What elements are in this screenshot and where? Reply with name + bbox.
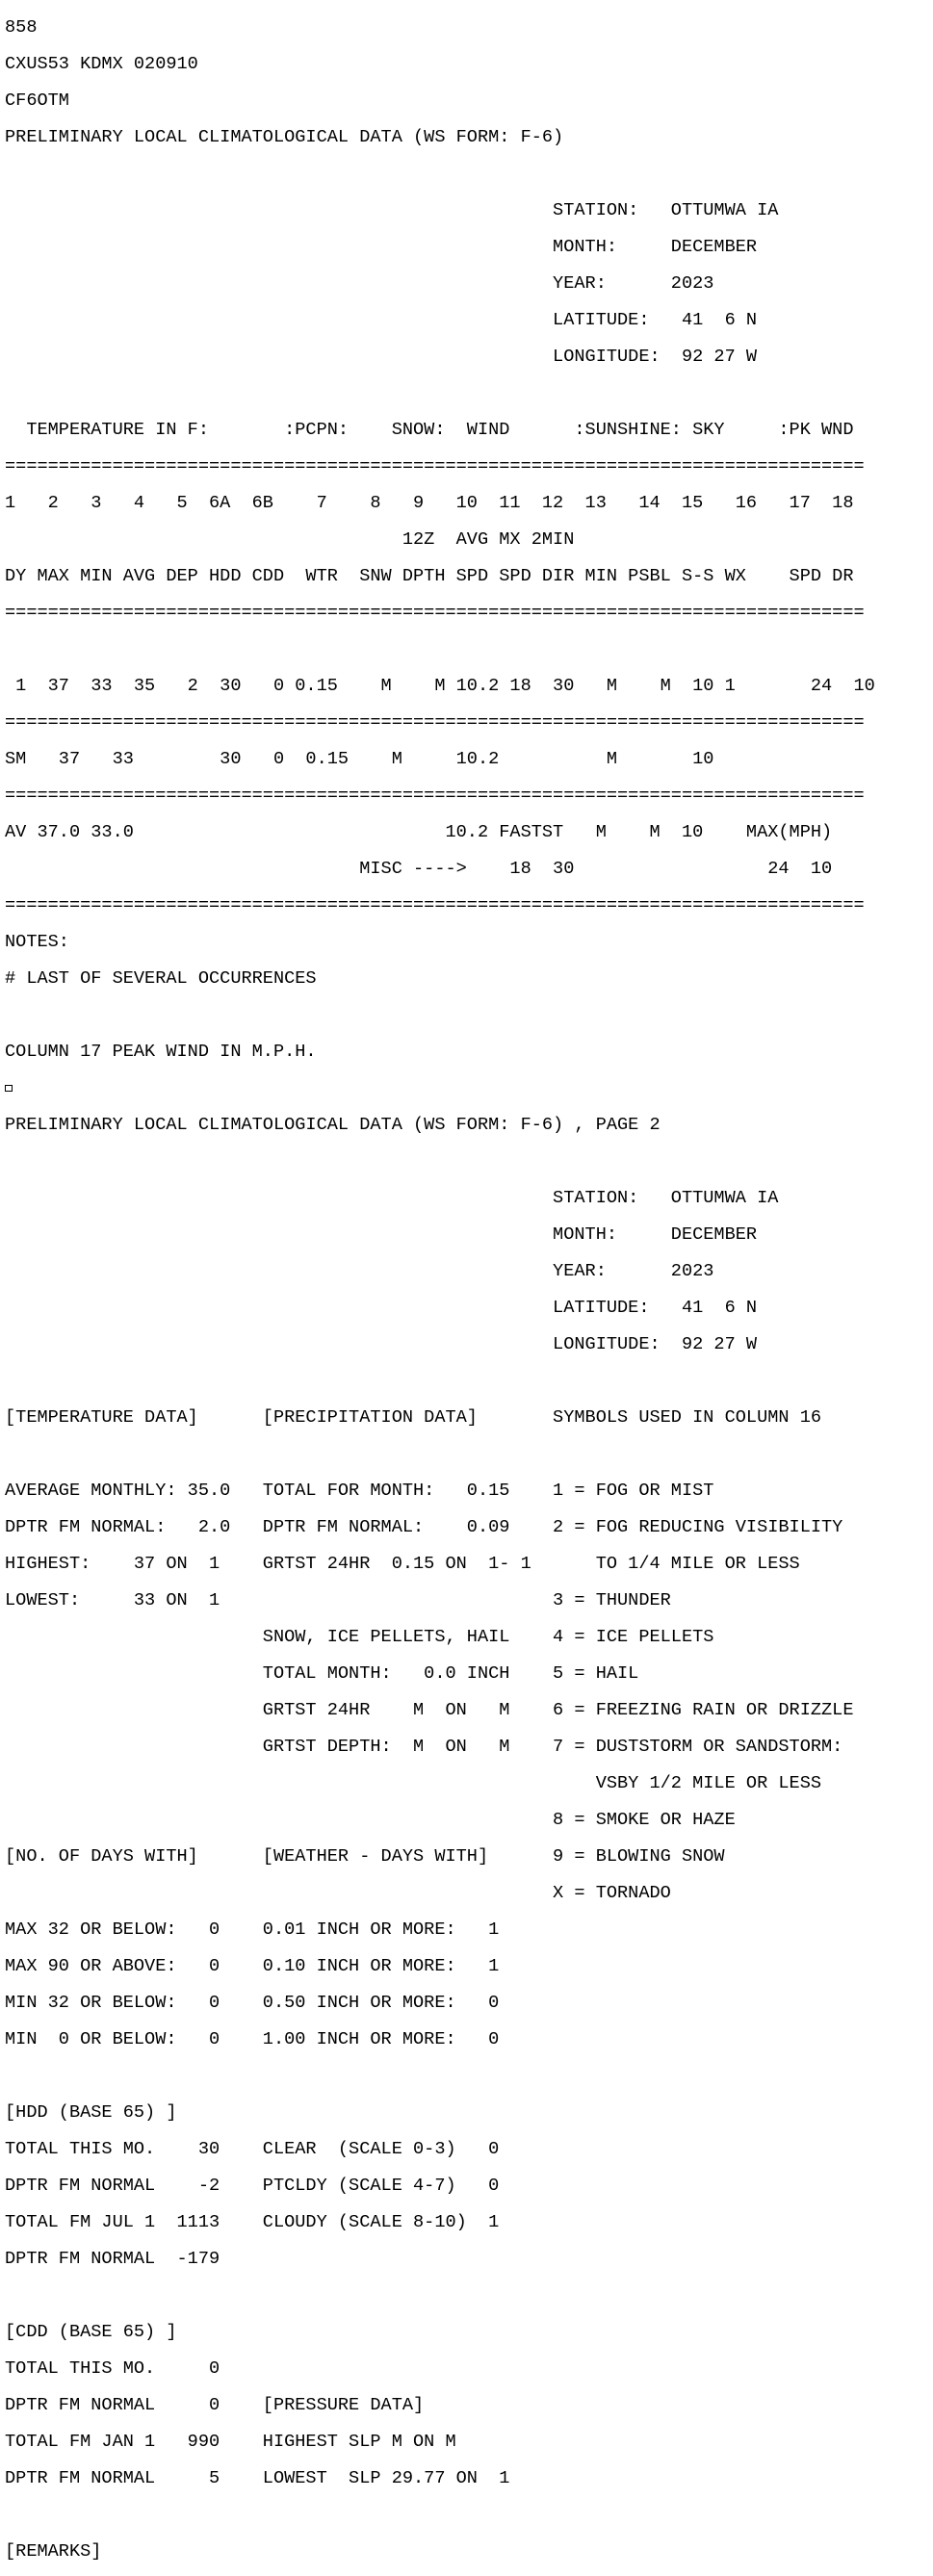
report-line-2: CXUS53 KDMX 020910 [5,54,198,74]
latitude-line: LATITUDE: 41 6 N [5,1298,758,1318]
separator-line: ================================================================================ [5,603,865,623]
longitude-line: LONGITUDE: 92 27 W [5,1334,758,1354]
summary-line: 8 = SMOKE OR HAZE [5,1810,736,1830]
summary-line: TOTAL THIS MO. 30 CLEAR (SCALE 0-3) 0 [5,2139,500,2159]
column-group-header: TEMPERATURE IN F: :PCPN: SNOW: WIND :SUNSHINE: SKY :PK WND [5,420,854,440]
separator-line: ================================================================================ [5,456,865,477]
page-break-line [5,1079,933,1097]
summary-line: DPTR FM NORMAL -179 [5,2249,220,2269]
column-subheader: 12Z AVG MX 2MIN [5,529,575,550]
daily-row-1: 1 37 33 35 2 30 0 0.15 M M 10.2 18 30 M M 10 1 24 10 [5,676,875,696]
report-line-32 [5,1152,933,1171]
month-line: MONTH: DECEMBER [5,237,758,257]
notes-heading: NOTES: [5,932,69,952]
remarks-heading: [REMARKS] [5,2541,102,2562]
report-line-11 [5,384,933,402]
cdd-heading: [CDD (BASE 65) ] [5,2322,177,2342]
summary-line: HIGHEST: 37 ON 1 GRTST 24HR 0.15 ON 1- 1 TO 1/4 MILE OR LESS [5,1554,800,1574]
page-break-glyph-icon [5,1085,13,1092]
summary-line: MIN 0 OR BELOW: 0 1.00 INCH OR MORE: 0 [5,2029,500,2049]
report-line-3: CF6OTM [5,90,69,111]
summary-line: DPTR FM NORMAL -2 PTCLDY (SCALE 4-7) 0 [5,2176,500,2196]
year-line: YEAR: 2023 [5,1261,714,1281]
station-line: STATION: OTTUMWA IA [5,1188,779,1208]
summary-line: SNOW, ICE PELLETS, HAIL 4 = ICE PELLETS [5,1627,714,1647]
report-line-18 [5,640,933,658]
summary-line: GRTST 24HR M ON M 6 = FREEZING RAIN OR DRIZZLE [5,1700,854,1720]
month-line: MONTH: DECEMBER [5,1224,758,1245]
column-header: DY MAX MIN AVG DEP HDD CDD WTR SNW DPTH SPD SPD DIR MIN PSBL S-S WX SPD DR [5,566,854,586]
summary-line: TOTAL FM JAN 1 990 HIGHEST SLP M ON M [5,2432,456,2452]
separator-line: ================================================================================ [5,712,865,733]
report-line-1: 858 [5,17,38,38]
year-line: YEAR: 2023 [5,273,714,294]
report-line-57 [5,2067,933,2085]
report-line-63 [5,2286,933,2305]
note-line: COLUMN 17 PEAK WIND IN M.P.H. [5,1042,317,1062]
note-line: # LAST OF SEVERAL OCCURRENCES [5,968,317,989]
summary-line: DPTR FM NORMAL: 2.0 DPTR FM NORMAL: 0.09 2 = FOG REDUCING VISIBILITY [5,1517,843,1537]
summary-line: MAX 32 OR BELOW: 0 0.01 INCH OR MORE: 1 [5,1919,500,1940]
summary-line: MAX 90 OR ABOVE: 0 0.10 INCH OR MORE: 1 [5,1956,500,1976]
page-2-title: PRELIMINARY LOCAL CLIMATOLOGICAL DATA (WS FORM: F-6) , PAGE 2 [5,1115,661,1135]
summary-line: MIN 32 OR BELOW: 0 0.50 INCH OR MORE: 0 [5,1993,500,2013]
separator-line: ================================================================================ [5,895,865,915]
report-line-69 [5,2506,933,2524]
summary-line: DPTR FM NORMAL 0 [PRESSURE DATA] [5,2395,425,2415]
longitude-line: LONGITUDE: 92 27 W [5,347,758,367]
column-numbers: 1 2 3 4 5 6A 6B 7 8 9 10 11 12 13 14 15 16 17 18 [5,493,854,513]
summary-line: AVERAGE MONTHLY: 35.0 TOTAL FOR MONTH: 0.15 1 = FOG OR MIST [5,1481,714,1501]
summary-line: X = TORNADO [5,1883,671,1903]
report-line-40 [5,1445,933,1463]
report-line-38 [5,1372,933,1390]
latitude-line: LATITUDE: 41 6 N [5,310,758,330]
summary-line: LOWEST: 33 ON 1 3 = THUNDER [5,1590,671,1610]
misc-row: MISC ----> 18 30 24 10 [5,859,833,879]
summary-line: VSBY 1/2 MILE OR LESS [5,1773,822,1793]
section-headings: [TEMPERATURE DATA] [PRECIPITATION DATA] SYMBOLS USED IN COLUMN 16 [5,1407,822,1428]
summary-line: TOTAL FM JUL 1 1113 CLOUDY (SCALE 8-10) 1 [5,2212,500,2232]
report-line-5 [5,165,933,183]
station-line: STATION: OTTUMWA IA [5,200,779,220]
report-line-28 [5,1006,933,1024]
summary-line: GRTST DEPTH: M ON M 7 = DUSTSTORM OR SANDSTORM: [5,1737,843,1757]
summary-line: DPTR FM NORMAL 5 LOWEST SLP 29.77 ON 1 [5,2468,510,2488]
hdd-heading: [HDD (BASE 65) ] [5,2102,177,2123]
separator-line: ================================================================================ [5,786,865,806]
average-row: AV 37.0 33.0 10.2 FASTST M M 10 MAX(MPH) [5,822,833,842]
section-headings: [NO. OF DAYS WITH] [WEATHER - DAYS WITH] 9 = BLOWING SNOW [5,1846,725,1867]
report-title: PRELIMINARY LOCAL CLIMATOLOGICAL DATA (WS FORM: F-6) [5,127,564,147]
sum-row: SM 37 33 30 0 0.15 M 10.2 M 10 [5,749,714,769]
summary-line: TOTAL THIS MO. 0 [5,2358,220,2379]
summary-line: TOTAL MONTH: 0.0 INCH 5 = HAIL [5,1663,639,1684]
